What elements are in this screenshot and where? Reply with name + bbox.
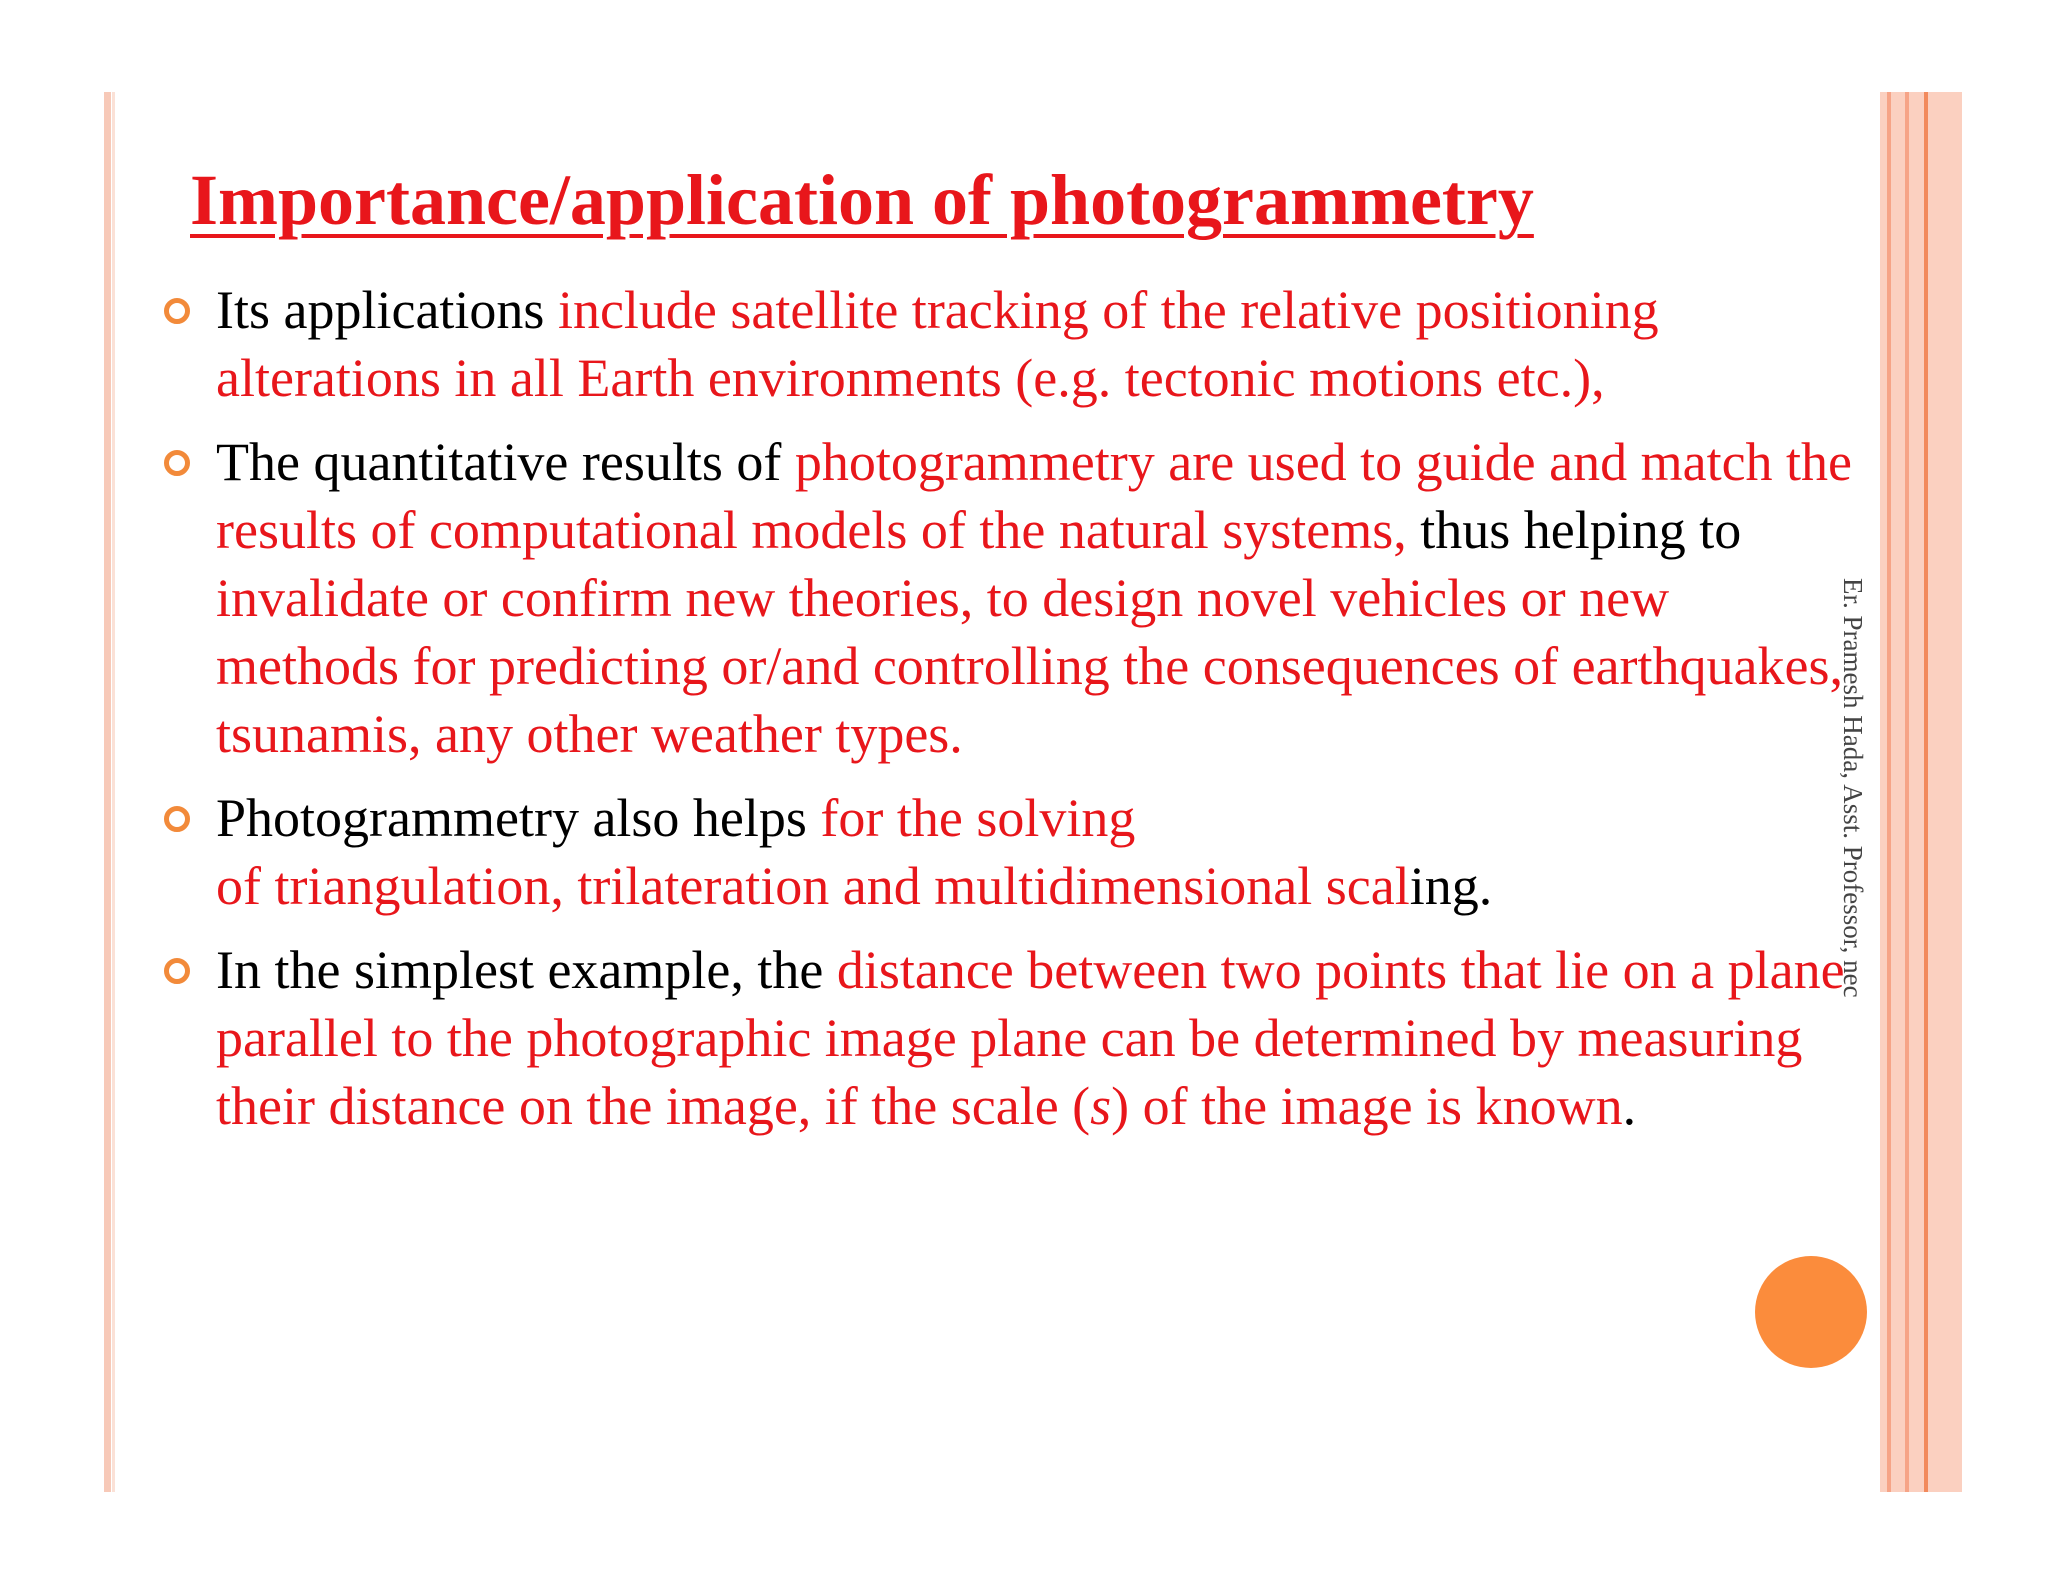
bullet-item (150, 276, 1860, 412)
slide-title: Importance/application of photogrammetry (190, 160, 1534, 240)
left-border-rule (104, 92, 111, 1492)
orange-dot-decoration (1755, 1256, 1867, 1368)
right-border-line (1905, 92, 1909, 1492)
bullet-text-segment: thus helping to (1406, 500, 1742, 560)
bullet-text-segment: . (1622, 1076, 1637, 1136)
bullet-text-segment: ) of the image is known (1111, 1076, 1623, 1136)
bullet-text-segment: s (1090, 1076, 1112, 1136)
author-credit: Er. Pramesh Hada, Asst. Professor, nec (1838, 578, 1868, 998)
bullet-text-segment: distance between two points that lie on a plane parallel to the photographic image plane can be determined by measuring their distance on the image, if the scale ( (216, 940, 1845, 1136)
bullet-item (150, 936, 1860, 1140)
bullet-item (150, 784, 1860, 920)
bullet-circle-icon (164, 298, 190, 324)
bullet-text-segment: ing. (1409, 856, 1493, 916)
bullet-text-segment: include satellite tracking of the relative positioning alterations in all Earth environments (e.g. tectonic motions etc.), (216, 280, 1659, 408)
bullet-text-segment: The quantitative results of (216, 432, 795, 492)
bullet-circle-icon (164, 806, 190, 832)
bullet-text-segment: In the simplest example, the (216, 940, 837, 1000)
bullet-text-segment: for the solving (820, 788, 1136, 848)
right-border-band (1880, 92, 1962, 1492)
bullet-text-segment: of triangulation, trilateration and multidimensional scal (216, 856, 1410, 916)
bullet-text-segment: Its applications (216, 280, 558, 340)
bullet-text-segment: photogrammetry are used to guide and match the results of computational models of the natural systems, (216, 432, 1853, 560)
bullet-item (150, 428, 1860, 768)
bullet-text-segment: invalidate or confirm new theories, to design novel vehicles or new methods for predicting or/and controlling the consequences of earthquakes, tsunamis, any other weather types. (216, 568, 1843, 764)
bullet-circle-icon (164, 958, 190, 984)
bullet-circle-icon (164, 450, 190, 476)
bullet-list (150, 276, 1860, 1156)
bullet-text-segment: Photogrammetry also helps (216, 788, 821, 848)
left-border-rule-thin (112, 92, 115, 1492)
right-border-line (1887, 92, 1891, 1492)
right-border-line (1924, 92, 1928, 1492)
